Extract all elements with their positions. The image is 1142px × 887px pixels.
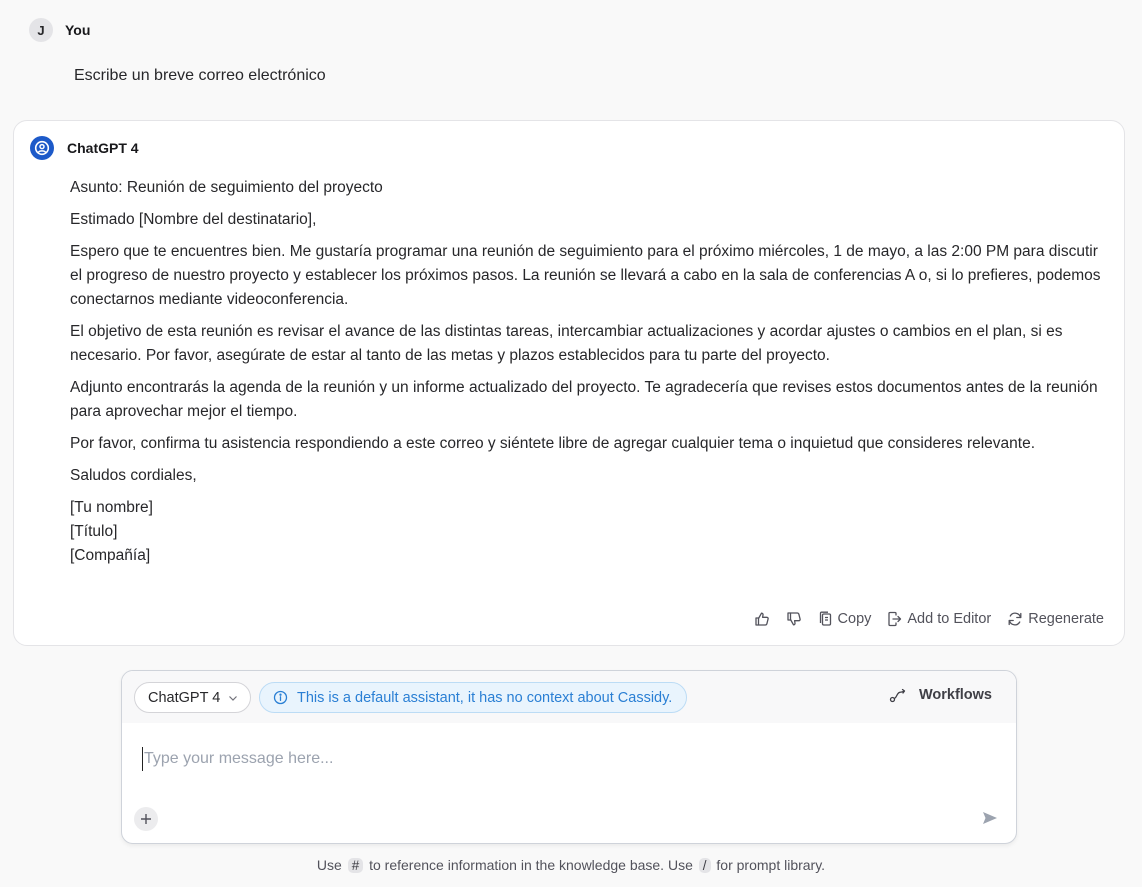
thumbs-up-icon: [754, 611, 770, 627]
signature-company: [Compañía]: [70, 547, 151, 564]
avatar: J: [29, 18, 53, 42]
email-subject: Asunto: Reunión de seguimiento del proyecto: [70, 179, 383, 196]
workflow-icon: [889, 687, 909, 703]
send-button[interactable]: [982, 811, 998, 830]
composer-hint: [0, 857, 1142, 873]
refresh-icon: [1007, 611, 1023, 627]
info-badge: [259, 682, 687, 713]
hint-text: for prompt library.: [716, 857, 826, 873]
assistant-message: [13, 120, 1125, 646]
info-icon: [273, 690, 288, 705]
user-message-text: Escribe un breve correo electrónico: [74, 67, 326, 84]
message-actions: [738, 611, 1104, 627]
info-badge-text: This is a default assistant, it has no context about Cassidy.: [297, 689, 673, 706]
sender-name: You: [65, 22, 91, 38]
copy-button[interactable]: [818, 611, 872, 627]
signature-title: [Título]: [70, 523, 118, 540]
email-closing: Saludos cordiales,: [70, 467, 197, 484]
regenerate-button[interactable]: [1007, 611, 1104, 627]
sender-name: ChatGPT 4: [67, 140, 139, 156]
add-to-editor-button[interactable]: [887, 611, 991, 627]
plus-icon: [140, 813, 152, 825]
user-message-header: [29, 18, 90, 42]
chevron-down-icon: [228, 694, 238, 702]
thumbs-down-icon: [786, 611, 802, 627]
hash-key: #: [348, 858, 364, 873]
thumbs-down-button[interactable]: [786, 611, 802, 627]
user-circle-icon: [30, 136, 54, 160]
assistant-message-header: [30, 136, 139, 160]
slash-key: /: [699, 858, 711, 873]
signature-name: [Tu nombre]: [70, 499, 153, 516]
workflows-button[interactable]: [889, 687, 992, 703]
assistant-message-body: [70, 176, 1110, 568]
hint-text: to reference information in the knowledge base. Use: [369, 857, 693, 873]
message-composer: [121, 670, 1017, 844]
model-select-value: ChatGPT 4: [148, 689, 221, 706]
message-input[interactable]: [142, 747, 982, 771]
export-icon: [887, 611, 902, 627]
copy-label: Copy: [837, 611, 872, 627]
attach-button[interactable]: [134, 807, 158, 831]
regenerate-label: Regenerate: [1028, 611, 1104, 627]
email-paragraph: Espero que te encuentres bien. Me gustaría programar una reunión de seguimiento para el próximo miércoles, 1 de mayo, a las 2:00 PM para discutir el progreso de nuestro proyecto y establecer los próximos pasos. La reunión se llevará a cabo en la sala de conferencias A o, si lo prefieres, podemos conectarnos mediante videoconferencia.: [70, 243, 1101, 308]
email-greeting: Estimado [Nombre del destinatario],: [70, 211, 317, 228]
thumbs-up-button[interactable]: [754, 611, 770, 627]
email-paragraph: Por favor, confirma tu asistencia respondiendo a este correo y siéntete libre de agregar cualquier tema o inquietud que consideres relevante.: [70, 435, 1036, 452]
model-select[interactable]: [134, 682, 251, 713]
composer-toolbar: [122, 671, 1016, 723]
email-paragraph: El objetivo de esta reunión es revisar el avance de las distintas tareas, intercambiar actualizaciones y acordar ajustes o cambios en el plan, si es necesario. Por favor, asegúrate de estar al tanto de las metas y plazos establecidos para tu parte del proyecto.: [70, 323, 1063, 364]
email-paragraph: Adjunto encontrarás la agenda de la reunión y un informe actualizado del proyecto. Te agradecería que revises estos documentos antes de la reunión para aprovechar mejor el tiempo.: [70, 379, 1098, 420]
hint-text: Use: [316, 857, 342, 873]
copy-icon: [818, 611, 833, 627]
send-icon: [982, 811, 998, 825]
add-to-editor-label: Add to Editor: [907, 611, 992, 627]
workflows-label: Workflows: [918, 687, 992, 703]
